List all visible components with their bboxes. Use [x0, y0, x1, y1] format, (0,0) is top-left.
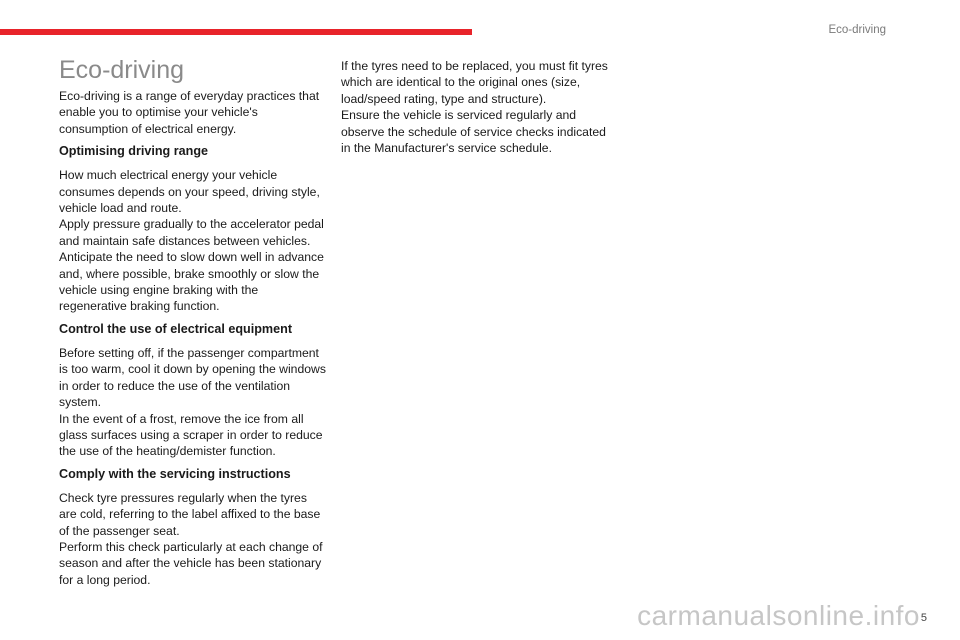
- section-heading-driving-range: Optimising driving range: [59, 144, 209, 159]
- right-column: [341, 56, 611, 156]
- paragraph: Perform this check particularly at each change of season and after the vehicle has been stationary for a long period.: [59, 539, 323, 587]
- page-number: 5: [920, 612, 927, 624]
- intro-paragraph: Eco-driving is a range of everyday practices that enable you to optimise your vehicle's consumption of electrical energy.: [59, 89, 320, 136]
- paragraph: Anticipate the need to slow down well in advance and, where possible, brake smoothly or slow the vehicle using engine braking with the regenerative braking function.: [59, 250, 324, 314]
- header-accent-bar: [0, 29, 472, 35]
- watermark: carmanualsonline.info: [637, 600, 920, 631]
- running-header: Eco-driving: [828, 24, 886, 36]
- paragraph: Ensure the vehicle is serviced regularly and observe the schedule of service checks indicated in the Manufacturer's service schedule.: [341, 108, 606, 156]
- left-column: [59, 56, 327, 588]
- paragraph: Apply pressure gradually to the accelerator pedal and maintain safe distances between vehicles.: [59, 217, 324, 248]
- paragraph: Before setting off, if the passenger compartment is too warm, cool it down by opening the windows in order to reduce the use of the ventilation system.: [59, 345, 326, 410]
- paragraph: Check tyre pressures regularly when the tyres are cold, referring to the label affixed to the base of the passenger seat.: [59, 490, 321, 538]
- paragraph: If the tyres need to be replaced, you must fit tyres which are identical to the original ones (size, load/speed rating, type and structure).: [341, 59, 608, 106]
- section-heading-servicing: Comply with the servicing instructions: [59, 466, 291, 481]
- section-heading-electrical-equipment: Control the use of electrical equipment: [59, 321, 293, 336]
- paragraph: How much electrical energy your vehicle consumes depends on your speed, driving style, vehicle load and route.: [59, 168, 320, 216]
- page-title: Eco-driving: [59, 56, 185, 84]
- paragraph: In the event of a frost, remove the ice from all glass surfaces using a scraper in order to reduce the use of the heating/demister function.: [59, 411, 323, 459]
